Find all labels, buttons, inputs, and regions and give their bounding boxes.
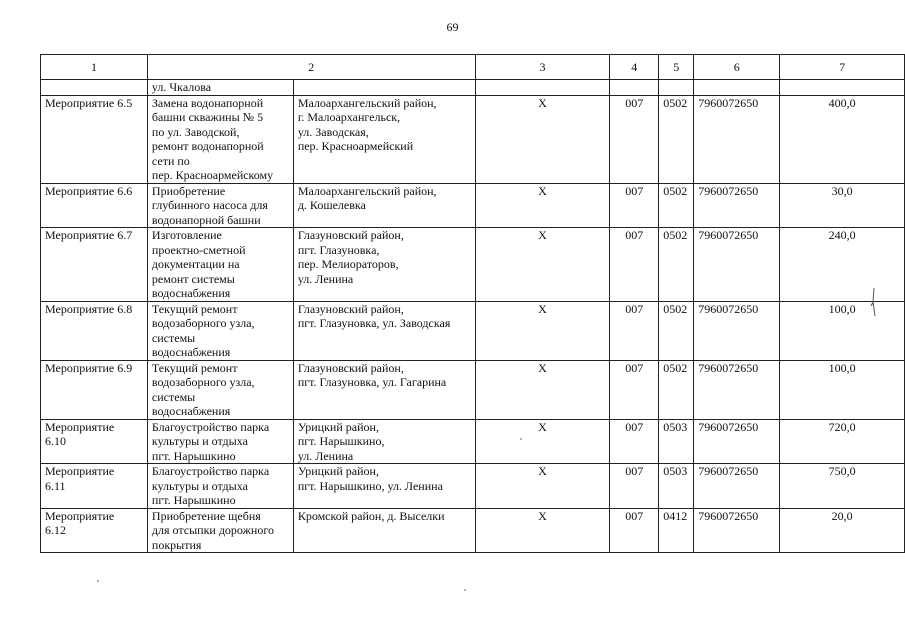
table-cell: [694, 80, 780, 96]
table-cell: 007: [610, 183, 659, 228]
table-cell: Кромской район, д. Выселки: [293, 508, 475, 553]
header-cell: 1: [41, 55, 148, 80]
table-cell: Мероприятие 6.11: [41, 464, 148, 509]
table-row: [41, 95, 905, 183]
table-cell: 007: [610, 464, 659, 509]
table-cell: Приобретение глубинного насоса для водонапорной башни: [147, 183, 293, 228]
header-cell: 7: [780, 55, 905, 80]
table-cell: 007: [610, 95, 659, 183]
table-cell: 240,0: [780, 228, 905, 302]
table-cell: Текущий ремонт водозаборного узла, системы водоснабжения: [147, 360, 293, 419]
table-cell: 7960072650: [694, 95, 780, 183]
table-row: [41, 228, 905, 302]
table-cell: Мероприятие 6.5: [41, 95, 148, 183]
table-cell: Благоустройство парка культуры и отдыха пгт. Нарышкино: [147, 464, 293, 509]
table-cell: 100,0: [780, 301, 905, 360]
table-cell: Изготовление проектно-сметной документации на ремонт системы водоснабжения: [147, 228, 293, 302]
table-cell: Благоустройство парка культуры и отдыха пгт. Нарышкино: [147, 419, 293, 464]
table-cell: 0412: [659, 508, 694, 553]
header-cell: 4: [610, 55, 659, 80]
table-cell: 7960072650: [694, 360, 780, 419]
page-number: 69: [446, 20, 459, 34]
header-cell: 2: [147, 55, 475, 80]
table-cell: Урицкий район, пгт. Нарышкино, ул. Ленина: [293, 464, 475, 509]
table-cell: 007: [610, 508, 659, 553]
scan-speck: [520, 438, 522, 440]
table-row: [41, 360, 905, 419]
table-cell: 400,0: [780, 95, 905, 183]
table-cell: 100,0: [780, 360, 905, 419]
table-row: [41, 183, 905, 228]
header-cell: 6: [694, 55, 780, 80]
table-body: [41, 55, 905, 553]
table-cell: 20,0: [780, 508, 905, 553]
measures-table: [40, 54, 905, 553]
table-cell: 750,0: [780, 464, 905, 509]
table-cell: 0503: [659, 464, 694, 509]
table-cell: Х: [475, 183, 610, 228]
table-cell: 0502: [659, 301, 694, 360]
table-cell: Мероприятие 6.10: [41, 419, 148, 464]
table-cell: Х: [475, 95, 610, 183]
table-cell: Малоархангельский район, д. Кошелевка: [293, 183, 475, 228]
table-cell: 7960072650: [694, 419, 780, 464]
table-cell: Х: [475, 508, 610, 553]
table-cell: Глазуновский район, пгт. Глазуновка, ул. Гагарина: [293, 360, 475, 419]
table-cell: Х: [475, 301, 610, 360]
table-cell: 7960072650: [694, 183, 780, 228]
table-cell: 7960072650: [694, 301, 780, 360]
continuation-text: ул. Чкалова: [147, 80, 293, 96]
header-cell: 3: [475, 55, 610, 80]
header-row: [41, 55, 905, 80]
table-cell: Мероприятие 6.12: [41, 508, 148, 553]
table-cell: 0502: [659, 183, 694, 228]
table-cell: 0502: [659, 95, 694, 183]
table-cell: Х: [475, 228, 610, 302]
scan-speck: [97, 580, 99, 582]
table-cell: 720,0: [780, 419, 905, 464]
table-cell: [293, 80, 475, 96]
continuation-row: [41, 80, 905, 96]
table-cell: Глазуновский район, пгт. Глазуновка, пер. Мелиораторов, ул. Ленина: [293, 228, 475, 302]
table-cell: [41, 80, 148, 96]
header-cell: 5: [659, 55, 694, 80]
table-cell: Приобретение щебня для отсыпки дорожного покрытия: [147, 508, 293, 553]
table-cell: Х: [475, 360, 610, 419]
table-cell: 007: [610, 419, 659, 464]
table-cell: Х: [475, 464, 610, 509]
table-row: [41, 419, 905, 464]
table-cell: 007: [610, 301, 659, 360]
table-cell: 7960072650: [694, 464, 780, 509]
table-row: [41, 508, 905, 553]
table-cell: [475, 80, 610, 96]
table-cell: 007: [610, 228, 659, 302]
table-cell: 0502: [659, 360, 694, 419]
table-cell: [610, 80, 659, 96]
table-cell: 7960072650: [694, 228, 780, 302]
table-cell: 007: [610, 360, 659, 419]
table-cell: Текущий ремонт водозаборного узла, системы водоснабжения: [147, 301, 293, 360]
table-cell: Малоархангельский район, г. Малоархангельск, ул. Заводская, пер. Красноармейский: [293, 95, 475, 183]
scan-speck: [464, 589, 466, 591]
table-cell: Замена водонапорной башни скважины № 5 по ул. Заводской, ремонт водонапорной сети по пер. Красноармейскому: [147, 95, 293, 183]
table-cell: Мероприятие 6.7: [41, 228, 148, 302]
table-cell: Х: [475, 419, 610, 464]
table-cell: [780, 80, 905, 96]
table-row: [41, 464, 905, 509]
table-row: [41, 301, 905, 360]
table-cell: 0503: [659, 419, 694, 464]
table-cell: Мероприятие 6.9: [41, 360, 148, 419]
table-cell: Мероприятие 6.6: [41, 183, 148, 228]
handwritten-mark: [868, 288, 878, 318]
table-cell: 0502: [659, 228, 694, 302]
table-cell: Мероприятие 6.8: [41, 301, 148, 360]
table-cell: 7960072650: [694, 508, 780, 553]
table-cell: Урицкий район, пгт. Нарышкино, ул. Ленина: [293, 419, 475, 464]
table-cell: [659, 80, 694, 96]
table-cell: 30,0: [780, 183, 905, 228]
table-cell: Глазуновский район, пгт. Глазуновка, ул. Заводская: [293, 301, 475, 360]
